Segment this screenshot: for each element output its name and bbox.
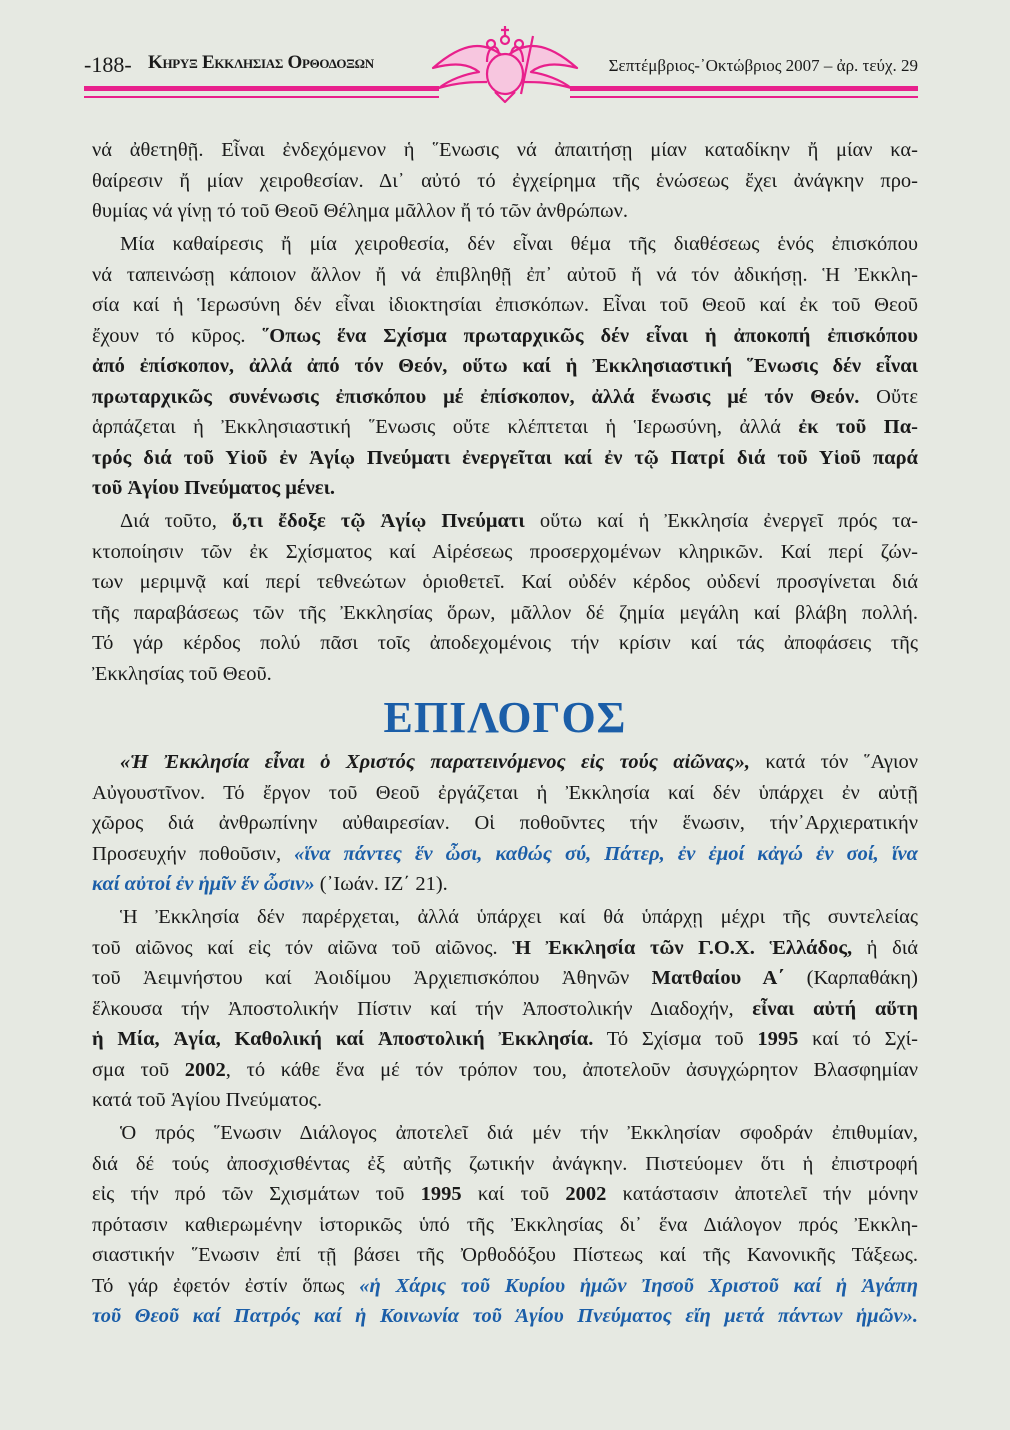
paragraph [92, 747, 918, 900]
section-heading: ΕΠΙΛΟΓΟΣ [383, 693, 627, 742]
text-line [92, 135, 918, 166]
text-run: κατά τοῦ Ἁγίου Πνεύματος. [92, 1089, 322, 1111]
text-line [92, 382, 918, 413]
text-line [92, 933, 918, 964]
text-run: των μεριμνᾷ καί περί τεθνεώτων ὁριοθετεῖ. Καί οὐδέν κέρδος οὐδενί προσγίνεται διά [92, 571, 918, 593]
bold-text: ῞Οπως ἕνα Σχίσμα πρωταρχικῶς δέν εἶναι ἡ ἀποκοπή ἐπισκόπου [262, 324, 918, 347]
text-run: Διά τοῦτο, [120, 510, 232, 532]
text-line [92, 628, 918, 659]
text-run: , τό κάθε ἕνα μέ τόν τρόπον του, ἀποτελοῦν ἀσυγχώρητον Βλασφημίαν [225, 1058, 919, 1081]
text-run: εἰς τήν πρό τῶν Σχισμάτων τοῦ [92, 1183, 421, 1205]
text-run: (Καρπαθάκη) [784, 967, 918, 989]
text-run: Ἐκκλησίας τοῦ Θεοῦ. [92, 662, 272, 685]
bold-text: ἐκ τοῦ Πα- [798, 416, 918, 438]
bold-text: 2002 [565, 1183, 607, 1205]
quote-text: «Ἡ Ἐκκλησία εἶναι ὁ Χριστός παρατεινόμενος εἰς τούς αἰῶνας», [120, 751, 751, 773]
text-line [92, 994, 918, 1025]
bold-text: 1995 [757, 1028, 799, 1050]
text-run: Οὔτε [859, 385, 918, 408]
quote-text: καί αὐτοί ἐν ἡμῖν ἕν ὦσιν» [92, 873, 315, 895]
text-run: Τό γάρ ἐφετόν ἐστίν ὅπως [92, 1274, 360, 1297]
text-line [92, 1301, 918, 1332]
text-line [92, 166, 918, 197]
text-run: τοῦ αἰῶνος καί εἰς τόν αἰῶνα τοῦ αἰῶνος. [92, 936, 513, 959]
text-run: τῆς παραβάσεως τῶν τῆς Ἐκκλησίας ὅρων, μᾶλλον δέ ζημία μεγάλη καί βλάβη πολλή. [92, 601, 918, 624]
text-line [92, 869, 918, 900]
bold-text: ὅ,τι ἔδοξε τῷ Ἁγίῳ Πνεύματι [231, 510, 525, 532]
text-run: Τό Σχίσμα τοῦ [593, 1028, 758, 1050]
text-line [92, 196, 918, 227]
text-run: (᾽Ιωάν. ΙΖ΄ 21). [314, 873, 448, 895]
text-run: ἕλκουσα τήν Ἀποστολικήν Πίστιν καί τήν Ἀποστολικήν Διαδοχήν, [92, 997, 753, 1020]
text-line [92, 260, 918, 291]
text-run: Αὐγουστῖνον. Τό ἔργον τοῦ Θεοῦ ἐργάζεται ἡ Ἐκκλησία καί δέν ὑπάρχει ἐν αὐτῇ [92, 781, 918, 804]
text-line [92, 537, 918, 568]
paragraph [92, 135, 918, 227]
text-line [92, 1085, 918, 1116]
text-line [92, 229, 918, 260]
text-line [92, 1271, 918, 1302]
text-line [92, 506, 918, 537]
quote-text: «ἵνα πάντες ἕν ὦσι, καθώς σύ, Πάτερ, ἐν ἐμοί κἀγώ ἐν σοί, ἵνα [294, 842, 918, 865]
text-line [92, 1179, 918, 1210]
text-run: σιαστικήν ῞Ενωσιν ἐπί τῇ βάσει τῆς Ὀρθοδόξου Πίστεως καί τῆς Κανονικῆς Τάξεως. [92, 1244, 918, 1266]
text-line [92, 1240, 918, 1271]
text-line [92, 1024, 918, 1055]
bold-text: 1995 [420, 1183, 462, 1205]
text-line [92, 839, 918, 870]
text-run: νά ἀθετηθῇ. Εἶναι ἐνδεχόμενον ἡ ῞Ενωσις νά ἀπαιτήσῃ μίαν καταδίκην ἤ μίαν κα- [92, 139, 918, 161]
text-run: θυμίας νά γίνῃ τό τοῦ Θεοῦ Θέλημα μᾶλλον ἤ τό τῶν ἀνθρώπων. [92, 200, 628, 222]
text-run: ἁρπάζεται ἡ Ἐκκλησιαστική ῞Ενωσις οὔτε κλέπτεται ἡ Ἱερωσύνη, ἀλλά [92, 416, 799, 438]
text-run: σία καί ἡ Ἱερωσύνη δέν εἶναι ἰδιοκτησίαι ἐπισκόπων. Εἶναι τοῦ Θεοῦ καί ἐκ τοῦ Θεοῦ [92, 294, 918, 316]
text-line [92, 902, 918, 933]
paragraph [92, 1118, 918, 1332]
double-headed-eagle-icon [425, 22, 585, 104]
text-run: νά ταπεινώσῃ κάποιον ἄλλον ἤ νά ἐπιβληθῇ ἐπ᾽ αὐτοῦ ἤ νά τόν ἀδικήσῃ. Ἡ Ἐκκλη- [92, 263, 918, 286]
page-number: -188- [84, 52, 132, 77]
text-run: οὕτω καί ἡ Ἐκκλησία ἐνεργεῖ πρός τα- [524, 510, 918, 532]
text-run: κτοποίησιν τῶν ἐκ Σχίσματος καί Αἱρέσεως προσερχομένων κληρικῶν. Καί περί ζών- [92, 540, 918, 563]
issue-info: Σεπτέμβριος-᾽Οκτώβριος 2007 – ἀρ. τεύχ. 29 [608, 56, 918, 75]
text-line [92, 321, 918, 352]
text-line [92, 412, 918, 443]
paragraph [92, 506, 918, 689]
text-line [92, 351, 918, 382]
text-run: καί τοῦ [461, 1183, 566, 1205]
text-line [92, 1055, 918, 1086]
bold-text: τοῦ Ἁγίου Πνεύματος μένει. [92, 477, 336, 499]
paragraph [92, 902, 918, 1116]
text-line [92, 747, 918, 778]
text-line [92, 567, 918, 598]
bold-text: Ματθαίου Α΄ [651, 967, 785, 989]
header-rule-thin-left [84, 96, 439, 98]
text-line [92, 290, 918, 321]
bold-text: τρός διά τοῦ Υἱοῦ ἐν Ἁγίῳ Πνεύματι ἐνεργεῖται καί ἐν τῷ Πατρί διά τοῦ Υἱοῦ παρά [92, 446, 918, 469]
quote-text: τοῦ Θεοῦ καί Πατρός καί ἡ Κοινωνία τοῦ Ἁγίου Πνεύματος εἴη μετά πάντων ἡμῶν». [92, 1305, 918, 1327]
text-run: πρότασιν καθιερωμένην ἱστορικῶς ὑπό τῆς Ἐκκλησίας δι᾽ ἕνα Διάλογον πρός Ἐκκλη- [92, 1213, 918, 1236]
text-run: τοῦ Ἀειμνήστου καί Ἀοιδίμου Ἀρχιεπισκόπου Ἀθηνῶν [92, 967, 652, 989]
bold-text: ἡ Μία, Ἁγία, Καθολική καί Ἀποστολική Ἐκκλησία. [92, 1028, 594, 1050]
text-run: ἔχουν τό κῦρος. [92, 324, 263, 347]
bold-text: εἶναι αὐτή αὕτη [752, 997, 918, 1020]
bold-text: πρωταρχικῶς συνένωσις ἐπισκόπου μέ ἐπίσκοπον, ἀλλά ἕνωσις μέ τόν Θεόν. [92, 385, 860, 408]
header-rule-thick-left [84, 86, 439, 91]
text-line [92, 808, 918, 839]
text-line [92, 598, 918, 629]
text-line [92, 473, 918, 504]
text-run: Μία καθαίρεσις ἤ μία χειροθεσία, δέν εἶναι θέμα τῆς διαθέσεως ἑνός ἐπισκόπου [120, 233, 918, 255]
text-run: Ἡ Ἐκκλησία δέν παρέρχεται, ἀλλά ὑπάρχει καί θά ὑπάρχῃ μέχρι τῆς συντελείας [120, 906, 918, 928]
paragraph [92, 229, 918, 504]
text-line [92, 1149, 918, 1180]
header-rule-thin-right [570, 96, 918, 98]
text-line [92, 963, 918, 994]
text-line [92, 659, 918, 690]
text-line [92, 1118, 918, 1149]
header-rule-thick-right [570, 86, 918, 91]
text-run: διά δέ τούς ἀποσχισθέντας ἐξ αὐτῆς ζωτικήν ἀνάγκην. Πιστεύομεν ὅτι ἡ ἐπιστροφή [92, 1152, 918, 1175]
text-run: Τό γάρ κέρδος πολύ πᾶσι τοῖς ἀποδεχομένοις τήν κρίσιν καί τάς ἀποφάσεις τῆς [92, 632, 918, 654]
text-run: χῶρος διά ἀνθρωπίνην αὐθαιρεσίαν. Οἱ ποθοῦντες τήν ἕνωσιν, τήν᾽Αρχιερατικήν [92, 812, 918, 834]
text-run: κατάστασιν ἀποτελεῖ τήν μόνην [606, 1183, 918, 1205]
text-run: Ὁ πρός ῞Ενωσιν Διάλογος ἀποτελεῖ διά μέν τήν Ἐκκλησίαν σφοδράν ἐπιθυμίαν, [120, 1122, 918, 1144]
journal-title: Κηρυξ Εκκλησιας Ορθοδοξων [148, 52, 374, 73]
text-line [92, 778, 918, 809]
text-run: καί τό Σχί- [798, 1028, 918, 1050]
bold-text: 2002 [184, 1058, 226, 1081]
text-run: ἡ διά [852, 936, 918, 959]
bold-text: ἀπό ἐπίσκοπον, ἀλλά ἀπό τόν Θεόν, οὕτω καί ἡ Ἐκκλησιαστική ῞Ενωσις δέν εἶναι [92, 355, 918, 377]
text-line [92, 443, 918, 474]
bold-text: Ἡ Ἐκκλησία τῶν Γ.Ο.Χ. Ἑλλάδος, [512, 936, 853, 959]
text-run: σμα τοῦ [92, 1058, 185, 1081]
text-run: θαίρεσιν ἤ μίαν χειροθεσίαν. Δι᾽ αὐτό τό ἐγχείρημα τῆς ἑνώσεως ἔχει ἀνάγκην προ- [92, 169, 918, 192]
text-run: κατά τόν ῞Αγιον [750, 751, 918, 773]
quote-text: «ἡ Χάρις τοῦ Κυρίου ἡμῶν Ἰησοῦ Χριστοῦ καί ἡ Ἀγάπη [359, 1274, 918, 1297]
text-line [92, 1210, 918, 1241]
text-run: Προσευχήν ποθοῦσιν, [92, 842, 295, 865]
